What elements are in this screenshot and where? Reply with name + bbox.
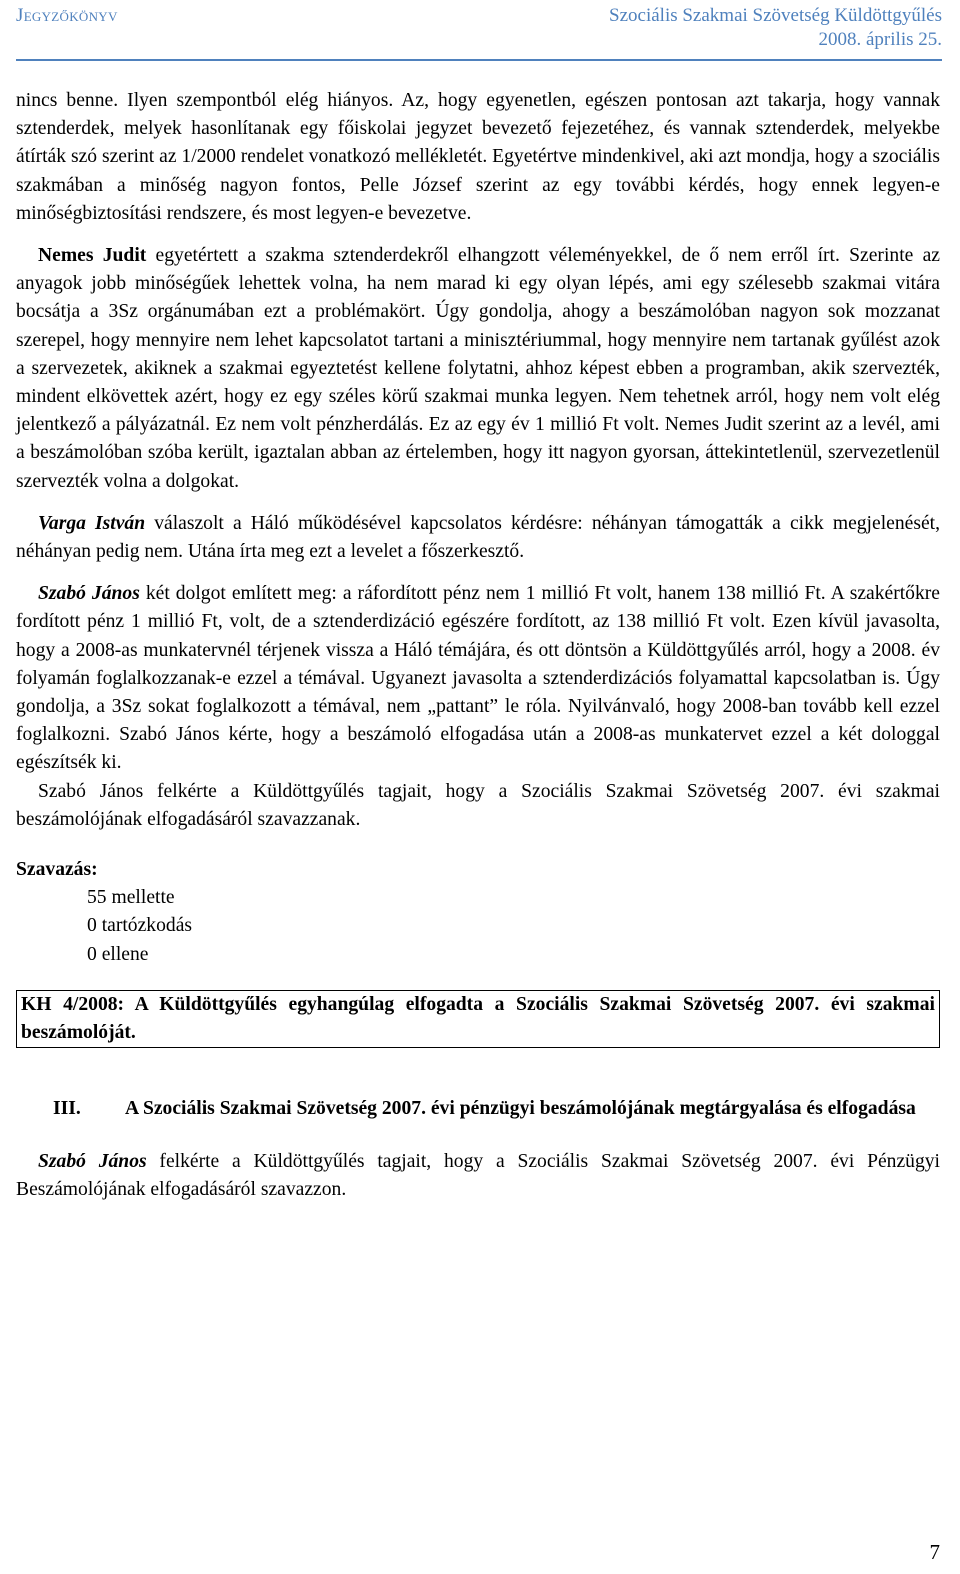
header-divider [16, 59, 942, 61]
section-number: III. [53, 1098, 81, 1120]
vote-heading: Szavazás: [16, 859, 98, 881]
paragraph-continuation: nincs benne. Ilyen szempontból elég hiányos. Az, hogy egyenetlen, egészen pontosan azt takarja, hogy vannak sztenderdek, melyek hasonlítanak egy főiskolai jegyzet bevezető fejezetéhez, és vannak sztenderdek, melyekbe átírták szó szerint az 1/2000 rendelet vonatkozó mellékletét. Egyetértve mindenkivel, aki azt mondja, hogy a szociális szakmában a minőség nagyon fontos, Pelle József szerint az egy további kérdés, hogy ennek legyen-e minőségbiztosítási rendszere, és most legyen-e bevezetve. [16, 90, 940, 224]
document-body [16, 87, 940, 1204]
speaker-name: Szabó János [38, 1150, 147, 1172]
document-type-label: Jegyzőkönyv [16, 5, 118, 26]
vote-against: 0 ellene [87, 943, 149, 965]
section-heading [16, 1095, 940, 1123]
paragraph-text: egyetértett a szakma sztenderdekről elhangzott véleményekkel, de ő nem erről írt. Szerinte az anyagok jobb minőségűek lehettek volna, ha nem marad ki egy olyan lépés, ami egy szélesebb szakmai vitára bocsátja a 3Sz orgánumában ezt a problémakört. Úgy gondolja, ahogy a beszámolóban nagyon sok mozzanat szerepel, hogy mennyire nem lehet kapcsolatot tartani a minisztériummal, hogy mennyire nem tartanak gyűlést azok a szervezetek, akiknek a szakmai egyeztetést kellene folytatni, ahhoz képest ebben a programban, akik szervezték, mindent elkövettek azért, hogy ez egy széles körű szakmai munka legyen. Nem tehetnek arról, hogy nem volt elég jelentkező a pályázatnál. Ez nem volt pénzherdálás. Ez az egy év 1 millió Ft volt. Nemes Judit szerint az a levél, ami a beszámolóban szóba került, igaztalan abban az értelemben, hogy itt nagyon gyorsan, áttekintetlenül, szervezetlenül szervezték volna a dolgokat. [16, 245, 940, 492]
paragraph-szabo-janos [16, 580, 940, 777]
meeting-name: Szociális Szakmai Szövetség Küldöttgyűlés [609, 5, 942, 26]
resolution-box: KH 4/2008: A Küldöttgyűlés egyhangúlag elfogadta a Szociális Szakmai Szövetség 2007. évi szakmai beszámolóját. [16, 990, 940, 1048]
paragraph-nemes-judit [16, 242, 940, 496]
vote-results [87, 884, 940, 969]
speaker-name: Szabó János [38, 583, 140, 605]
header-meeting-info [609, 4, 942, 52]
section-title: A Szociális Szakmai Szövetség 2007. évi pénzügyi beszámolójának megtárgyalása és elfogadása [125, 1098, 916, 1120]
paragraph-varga-istvan [16, 510, 940, 566]
speaker-name: Nemes Judit [38, 245, 147, 267]
paragraph-final [16, 1148, 940, 1204]
page-number: 7 [929, 1539, 940, 1564]
paragraph-text: válaszolt a Háló működésével kapcsolatos kérdésre: néhányan támogatták a cikk megjelenését, néhányan pedig nem. Utána írta meg ezt a levelet a főszerkesztő. [16, 512, 940, 563]
meeting-date: 2008. április 25. [818, 29, 942, 50]
vote-abstain: 0 tartózkodás [87, 915, 193, 937]
paragraph-vote-request: Szabó János felkérte a Küldöttgyűlés tagjait, hogy a Szociális Szakmai Szövetség 2007. évi szakmai beszámolójának elfogadásáról szavazzanak. [16, 780, 940, 830]
paragraph-text: két dolgot említett meg: a ráfordított pénz nem 1 millió Ft volt, hanem 138 millió Ft. A szakértőkre fordított pénz 1 millió Ft, volt, de a sztenderdizáció egészére fordított, az 138 millió Ft volt. Ezen kívül javasolta, hogy a 2008-as munkatervnél térjenek vissza a Háló témájára, és ott döntsön a Küldöttgyűlés arról, hogy a 2008. év folyamán foglalkozzanak-e ezzel a témával. Ugyanezt javasolta a sztenderdizációs folyamattal kapcsolatban is. Úgy gondolja, a 3Sz sokat foglalkozott a témával, nem „pattant” le róla. Nyilvánvaló, hogy 2008-ban tovább kell ezzel foglalkozni. Szabó János kérte, hogy a beszámoló elfogadása után a 2008-as munkatervet ezzel a két dologgal egészítsék ki. [16, 583, 940, 774]
paragraph-text: felkérte a Küldöttgyűlés tagjait, hogy a Szociális Szakmai Szövetség 2007. évi Pénzügyi Beszámolójának elfogadásáról szavazzon. [16, 1150, 940, 1200]
speaker-name: Varga István [38, 512, 146, 534]
vote-for: 55 mellette [87, 887, 175, 909]
